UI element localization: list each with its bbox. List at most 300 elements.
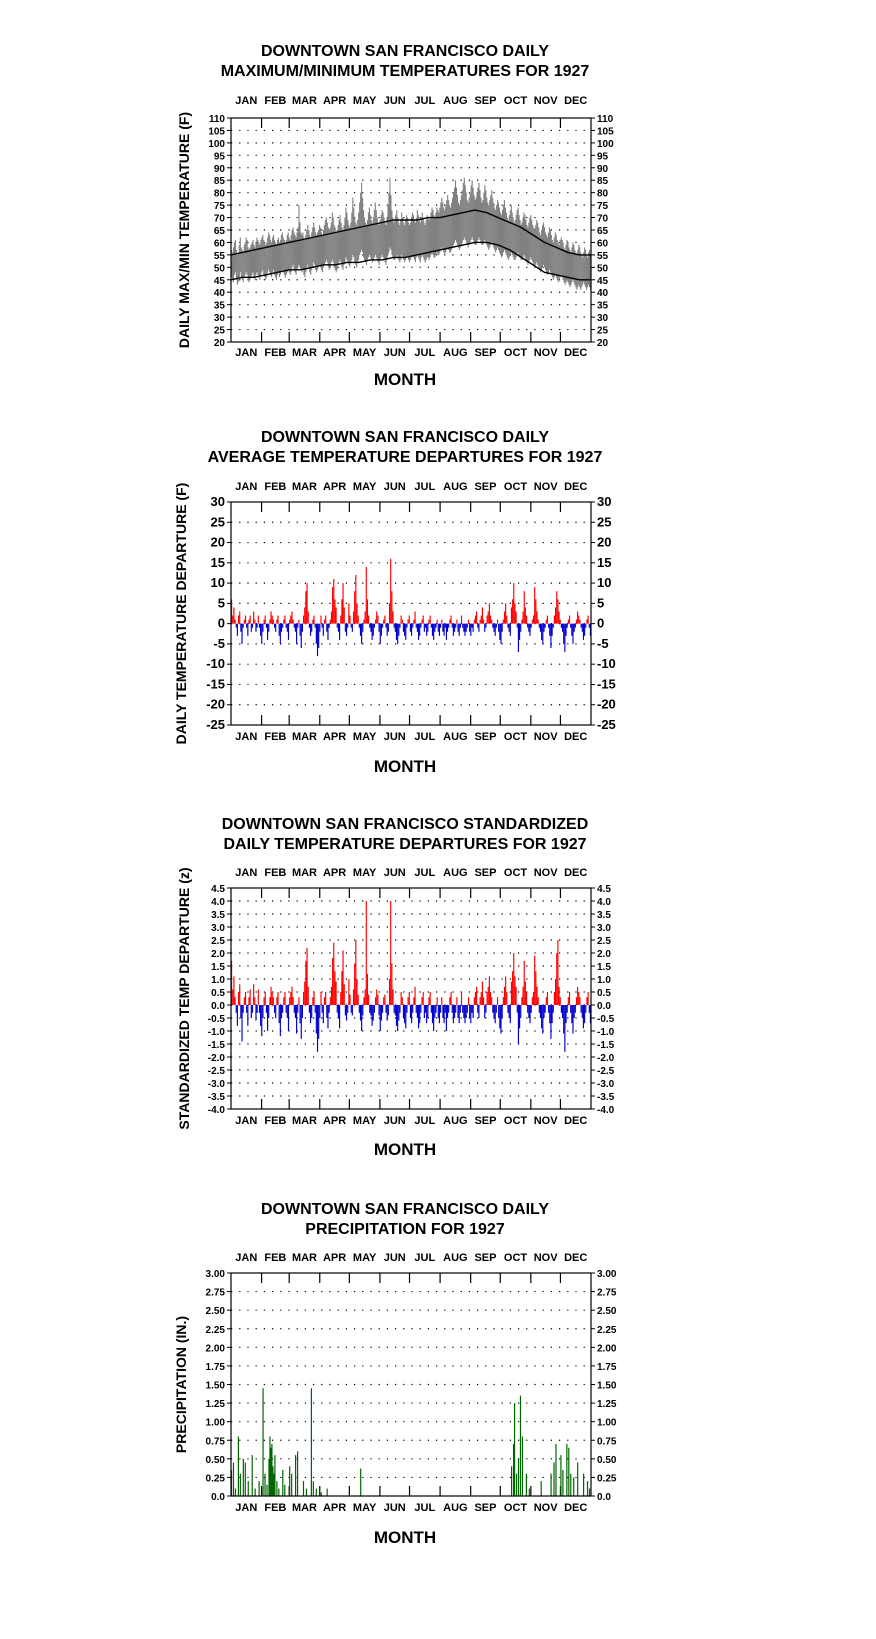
departure-bar — [452, 1005, 453, 1013]
y-tick-label-right: -0.5 — [597, 1014, 615, 1025]
departure-bar — [288, 624, 289, 640]
y-axis-label: PRECIPITATION (IN.) — [173, 1315, 189, 1454]
departure-bar — [439, 1005, 440, 1023]
departure-bar — [302, 1005, 303, 1018]
month-label-top: OCT — [503, 481, 528, 493]
departure-bar — [383, 620, 384, 624]
month-label-bottom: MAY — [352, 1115, 377, 1127]
departure-bar — [535, 599, 536, 623]
departure-bar — [583, 1005, 584, 1028]
y-tick-label-left: 30 — [210, 494, 225, 509]
departure-bar — [331, 987, 332, 1005]
month-label-top: JUL — [414, 1252, 436, 1264]
departure-bar — [412, 1005, 413, 1013]
departure-bar — [446, 1005, 447, 1031]
month-label-top: JAN — [235, 867, 258, 879]
departure-bar — [426, 1005, 427, 1023]
departure-bar — [434, 1005, 435, 1018]
departure-bar — [283, 620, 284, 624]
departure-bar — [296, 1005, 297, 1034]
y-tick-label-right: 70 — [597, 213, 609, 225]
departure-bar — [549, 1005, 550, 1023]
departure-bar — [442, 1005, 443, 1018]
departure-bar — [504, 611, 505, 623]
departure-bar — [340, 992, 341, 1005]
departure-bar — [310, 624, 311, 636]
departure-bar — [584, 624, 585, 636]
departure-bar — [528, 1005, 529, 1018]
departure-bar — [568, 997, 569, 1005]
month-label-bottom: NOV — [533, 731, 558, 743]
month-label-top: AUG — [443, 867, 468, 879]
month-label-bottom: MAR — [291, 731, 318, 743]
departure-bar — [575, 624, 576, 628]
departure-bar — [341, 971, 342, 1005]
y-tick-label-left: 50 — [213, 263, 225, 275]
departure-bar — [352, 624, 353, 632]
departure-bar — [388, 624, 389, 632]
departure-bar — [481, 992, 482, 1005]
y-tick-label-left: 1.0 — [211, 975, 225, 986]
departure-bar — [237, 624, 238, 636]
departure-bar — [347, 1005, 348, 1013]
departure-bar — [261, 1005, 262, 1036]
departure-bar — [506, 992, 507, 1005]
y-tick-label-left: 75 — [213, 201, 225, 213]
departure-bar — [425, 1005, 426, 1013]
month-label-bottom: FEB — [264, 1115, 287, 1127]
departure-bar — [455, 1005, 456, 1013]
month-label-bottom: DEC — [564, 1115, 588, 1127]
departure-bar — [313, 992, 314, 1005]
departure-bar — [361, 624, 362, 644]
departure-bar — [450, 992, 451, 1005]
departure-bar — [254, 620, 255, 624]
month-label-bottom: JUN — [383, 1502, 406, 1514]
departure-bar — [507, 1005, 508, 1013]
departure-bar — [258, 616, 259, 624]
departure-bar — [296, 624, 297, 644]
month-label-bottom: MAR — [291, 1502, 318, 1514]
departure-bar — [264, 997, 265, 1005]
departure-bar — [378, 624, 379, 632]
y-tick-label-left: 95 — [213, 151, 225, 163]
departure-bar — [257, 1005, 258, 1013]
departure-bar — [356, 603, 357, 623]
departure-bar — [464, 624, 465, 636]
departure-bar — [325, 992, 326, 1005]
departure-bar — [244, 997, 245, 1005]
departure-bar — [382, 624, 383, 628]
departure-bar — [409, 616, 410, 624]
departure-bar — [365, 611, 366, 623]
month-label-top: FEB — [264, 1252, 287, 1264]
departure-bar — [574, 624, 575, 632]
departure-bar — [359, 624, 360, 628]
departure-bar — [502, 1005, 503, 1018]
departure-bar — [446, 624, 447, 640]
departure-bar — [239, 984, 240, 1005]
departure-bar — [255, 1005, 256, 1021]
departure-bar — [555, 607, 556, 623]
departure-bar — [236, 624, 237, 628]
chart-title: MAXIMUM/MINIMUM TEMPERATURES FOR 1927 — [220, 63, 590, 80]
departure-bar — [525, 607, 526, 623]
y-tick-label-right: 75 — [597, 201, 609, 213]
month-label-top: SEP — [474, 1252, 497, 1264]
departure-bar — [506, 616, 507, 624]
y-tick-label-right: -2.0 — [597, 1053, 615, 1064]
month-label-bottom: AUG — [443, 347, 468, 359]
departure-bar — [510, 624, 511, 636]
departure-bar — [378, 1005, 379, 1015]
departure-bar — [395, 624, 396, 632]
departure-bar — [253, 611, 254, 623]
departure-bar — [435, 1005, 436, 1013]
departure-bar — [564, 624, 565, 652]
departure-bar — [588, 992, 589, 1005]
departure-bar — [309, 624, 310, 628]
departure-bar — [380, 624, 381, 644]
departure-bar — [291, 987, 292, 1005]
departure-bar — [362, 624, 363, 632]
departure-bar — [526, 992, 527, 1005]
departure-bar — [524, 961, 525, 1005]
month-label-top: NOV — [533, 1252, 558, 1264]
departure-bar — [337, 1005, 338, 1013]
month-label-bottom: MAR — [291, 347, 318, 359]
departure-bar — [547, 616, 548, 624]
departure-bar — [486, 992, 487, 1005]
departure-bar — [310, 1005, 311, 1023]
departure-bar — [466, 624, 467, 632]
departure-bar — [287, 1005, 288, 1018]
departure-bar — [351, 1005, 352, 1013]
y-tick-label-right: 2.00 — [597, 1343, 617, 1355]
x-axis-label: MONTH — [373, 1140, 437, 1159]
departure-bar — [414, 987, 415, 1005]
departure-bar — [438, 624, 439, 632]
departure-bar — [430, 616, 431, 624]
departure-bar — [316, 1005, 317, 1034]
month-label-bottom: FEB — [264, 731, 287, 743]
departure-bar — [381, 624, 382, 636]
departure-bar — [478, 624, 479, 632]
departure-bar — [309, 1005, 310, 1013]
departure-bar — [311, 624, 312, 632]
departure-bar — [504, 987, 505, 1005]
departure-bar — [344, 984, 345, 1005]
departure-bar — [554, 616, 555, 624]
month-label-top: FEB — [264, 867, 287, 879]
departure-bar — [478, 1005, 479, 1018]
departure-bar — [576, 620, 577, 624]
y-tick-label-left: -3.5 — [207, 1092, 225, 1103]
departure-bar — [293, 620, 294, 624]
departure-bar — [433, 1005, 434, 1031]
departure-bar — [284, 616, 285, 624]
month-label-top: APR — [322, 95, 347, 107]
departure-bar — [319, 624, 320, 632]
departure-bar — [477, 1005, 478, 1013]
y-tick-label-left: -4.0 — [207, 1105, 225, 1116]
y-tick-label-left: 1.25 — [205, 1399, 225, 1411]
departure-bar — [531, 1005, 532, 1013]
month-label-bottom: JUL — [414, 347, 436, 359]
y-tick-label-left: -3.0 — [207, 1079, 225, 1090]
departure-bar — [488, 987, 489, 1005]
y-tick-label-right: 0.0 — [597, 1492, 611, 1503]
departure-bar — [366, 901, 367, 1005]
y-tick-label-left: 3.5 — [211, 910, 225, 921]
departure-bar — [251, 1005, 252, 1018]
departure-bar — [536, 611, 537, 623]
y-tick-label-left: 2.75 — [205, 1287, 225, 1299]
departure-bar — [565, 1005, 566, 1023]
departure-bar — [283, 997, 284, 1005]
departure-bar — [542, 1005, 543, 1034]
month-label-top: AUG — [443, 481, 468, 493]
departure-bar — [301, 1005, 302, 1039]
departure-bar — [410, 624, 411, 632]
y-tick-label-left: 15 — [210, 554, 225, 570]
departure-bar — [408, 620, 409, 624]
departure-bar — [486, 616, 487, 624]
y-tick-label-right: 2.5 — [597, 936, 611, 947]
departure-bar — [416, 624, 417, 628]
departure-bar — [514, 603, 515, 623]
departure-bar — [380, 1005, 381, 1031]
departure-bar — [269, 997, 270, 1005]
departure-bar — [262, 1005, 263, 1018]
departure-bar — [280, 624, 281, 644]
departure-bar — [336, 607, 337, 623]
month-label-top: NOV — [533, 95, 558, 107]
departure-bar — [358, 616, 359, 624]
departure-bar — [557, 599, 558, 623]
y-tick-label-right: 100 — [597, 138, 614, 150]
departure-bar — [548, 1005, 549, 1013]
y-tick-label-right: 0.25 — [597, 1473, 617, 1485]
departure-bar — [294, 1005, 295, 1013]
departure-bar — [243, 624, 244, 628]
departure-bar — [246, 624, 247, 628]
departure-bar — [330, 997, 331, 1005]
month-label-top: DEC — [564, 95, 588, 107]
departure-bar — [567, 624, 568, 628]
departure-bar — [373, 1005, 374, 1021]
y-tick-label-left: 25 — [213, 325, 225, 337]
month-label-bottom: DEC — [564, 347, 588, 359]
departure-bar — [377, 995, 378, 1005]
departure-bar — [333, 943, 334, 1005]
departure-bar — [513, 583, 514, 624]
y-tick-label-left: -1.0 — [207, 1027, 225, 1038]
departure-bar — [431, 624, 432, 628]
y-tick-label-right: 30 — [597, 494, 612, 509]
y-tick-label-left: 0.75 — [205, 1436, 225, 1448]
departure-bar — [430, 992, 431, 1005]
month-label-bottom: APR — [322, 347, 347, 359]
departure-bar — [305, 961, 306, 1005]
departure-bar — [385, 1005, 386, 1013]
y-tick-label-right: 20 — [597, 534, 612, 550]
y-tick-label-left: 0.50 — [205, 1454, 225, 1466]
departure-bar — [272, 616, 273, 624]
departure-bar — [262, 624, 263, 632]
departure-bar — [286, 1005, 287, 1013]
month-label-top: NOV — [533, 481, 558, 493]
departure-bar — [441, 620, 442, 624]
y-tick-label-left: 65 — [213, 226, 225, 237]
month-label-bottom: APR — [322, 1115, 347, 1127]
month-label-bottom: JUL — [414, 1502, 436, 1514]
departure-bar — [279, 624, 280, 636]
y-axis-label: DAILY TEMPERATURE DEPARTURE (F) — [173, 482, 189, 745]
departure-bar — [464, 1005, 465, 1023]
y-tick-label-right: -10 — [597, 656, 616, 672]
departure-bar — [568, 620, 569, 624]
departure-bar — [558, 987, 559, 1005]
departure-bar — [480, 620, 481, 624]
y-tick-label-right: -5 — [597, 635, 609, 651]
departure-bar — [543, 624, 544, 632]
y-tick-label-left: 1.00 — [205, 1417, 225, 1429]
departure-bar — [277, 992, 278, 1005]
month-label-bottom: SEP — [474, 1115, 497, 1127]
departure-bar — [394, 624, 395, 628]
y-tick-label-right: 2.0 — [597, 949, 611, 960]
month-label-top: MAY — [352, 867, 377, 879]
y-tick-label-left: 0.5 — [211, 988, 225, 999]
y-tick-label-right: -15 — [597, 676, 616, 692]
departure-bar — [484, 1005, 485, 1018]
departure-bar — [385, 624, 386, 628]
departure-bar — [493, 624, 494, 632]
departure-bar — [586, 997, 587, 1005]
departure-bar — [485, 624, 486, 628]
month-label-top: AUG — [443, 1252, 468, 1264]
departure-bar — [498, 624, 499, 632]
departure-bar — [331, 611, 332, 623]
departure-bar — [323, 624, 324, 636]
departure-bar — [428, 997, 429, 1005]
departure-bar — [282, 1005, 283, 1013]
departure-bar — [363, 997, 364, 1005]
y-tick-label-right: 45 — [597, 275, 609, 287]
departure-bar — [457, 624, 458, 632]
departure-bar — [354, 591, 355, 623]
month-label-bottom: OCT — [503, 347, 528, 359]
departure-bar — [352, 1005, 353, 1015]
departure-bar — [342, 583, 343, 624]
departure-bar — [302, 624, 303, 632]
departure-bar — [324, 620, 325, 624]
departure-bar — [526, 616, 527, 624]
departure-bar — [540, 624, 541, 632]
x-axis-label: MONTH — [373, 370, 437, 389]
y-tick-label-left: 110 — [208, 114, 225, 125]
departure-bar — [553, 624, 554, 628]
departure-bar — [404, 624, 405, 636]
departure-bar — [438, 1005, 439, 1018]
departure-bar — [555, 979, 556, 1005]
departure-bar — [382, 1005, 383, 1013]
departure-bar — [444, 624, 445, 636]
departure-bar — [258, 989, 259, 1005]
departure-bar — [398, 624, 399, 636]
y-tick-label-right: 3.0 — [597, 923, 611, 934]
departure-bar — [474, 997, 475, 1005]
month-label-bottom: DEC — [564, 731, 588, 743]
departure-bar — [399, 1005, 400, 1013]
departure-bar — [277, 616, 278, 624]
departure-bar — [396, 1005, 397, 1026]
y-tick-label-left: 2.5 — [211, 936, 225, 947]
y-tick-label-right: -25 — [597, 717, 616, 732]
departure-bar — [582, 624, 583, 632]
departure-bar — [384, 995, 385, 1005]
departure-bar — [361, 1005, 362, 1031]
departure-bar — [372, 624, 373, 640]
y-tick-label-right: -3.5 — [597, 1092, 615, 1103]
departure-bar — [565, 624, 566, 636]
departure-bar — [529, 624, 530, 636]
departure-bar — [455, 624, 456, 628]
departure-bar — [250, 989, 251, 1005]
departure-bar — [495, 624, 496, 636]
departure-bar — [539, 624, 540, 628]
departure-bar — [520, 1005, 521, 1018]
y-tick-label-left: 20 — [210, 534, 225, 550]
y-tick-label-left: 60 — [213, 238, 225, 250]
departure-bar — [306, 583, 307, 624]
departure-bar — [471, 1005, 472, 1013]
departure-bar — [468, 620, 469, 624]
departure-bar — [399, 624, 400, 628]
departure-bar — [303, 616, 304, 624]
month-label-bottom: FEB — [264, 1502, 287, 1514]
y-tick-label-right: 0 — [597, 615, 605, 631]
month-label-top: FEB — [264, 95, 287, 107]
month-label-bottom: DEC — [564, 1502, 588, 1514]
departure-bar — [570, 1005, 571, 1013]
departure-bar — [507, 624, 508, 628]
y-axis-label: STANDARDIZED TEMP DEPARTURE (z) — [176, 867, 192, 1130]
departure-bar — [389, 979, 390, 1005]
departure-bar — [482, 607, 483, 623]
departure-bar — [375, 620, 376, 624]
departure-bar — [423, 616, 424, 624]
departure-bar — [392, 989, 393, 1005]
y-tick-label-left: 3.0 — [211, 923, 225, 934]
y-tick-label-left: 4.5 — [211, 884, 225, 895]
departure-bar — [574, 1005, 575, 1018]
departure-bar — [447, 624, 448, 632]
departure-bar — [420, 624, 421, 628]
y-tick-label-left: 70 — [213, 213, 225, 225]
departure-bar — [295, 1005, 296, 1018]
departure-bar — [560, 620, 561, 624]
y-tick-label-right: 80 — [597, 188, 609, 200]
departure-bar — [521, 620, 522, 624]
departure-bar — [437, 997, 438, 1005]
month-label-top: JUL — [414, 481, 436, 493]
departure-bar — [569, 616, 570, 624]
departure-bar — [496, 1005, 497, 1013]
departure-bar — [514, 976, 515, 1005]
departure-bar — [413, 997, 414, 1005]
